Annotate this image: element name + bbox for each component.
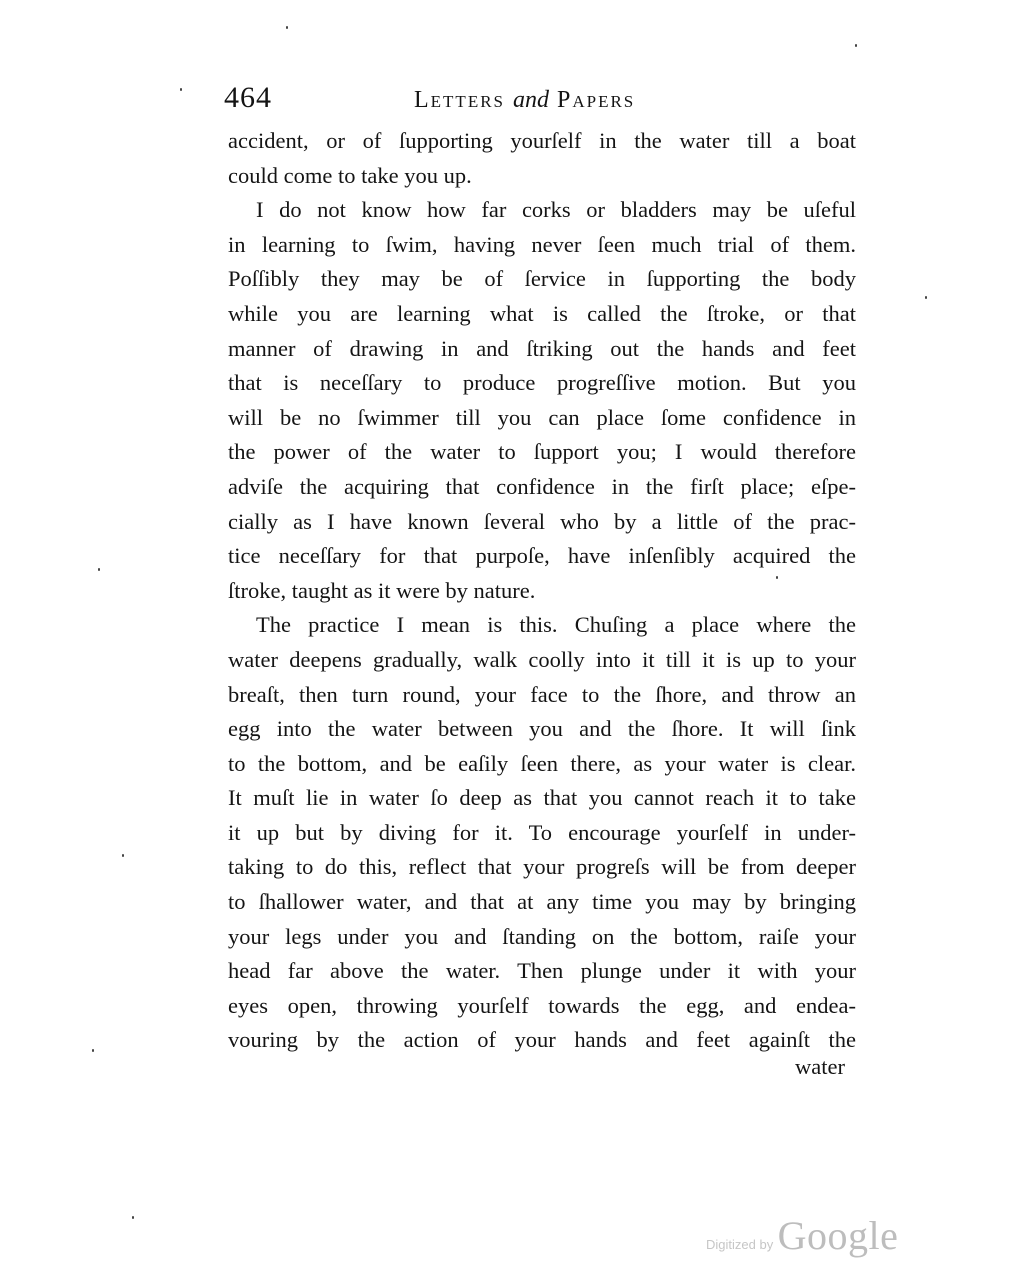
text-line: your legs under you and ſtanding on the bottom, raiſe your: [228, 923, 856, 949]
text-line: Poſſibly they may be of ſervice in ſupporting the body: [228, 266, 856, 292]
text-line: will be no ſwimmer till you can place ſome confidence in: [228, 404, 856, 430]
running-head-right: Papers: [557, 87, 636, 113]
text-line: while you are learning what is called the ſtroke, or that: [228, 300, 856, 326]
scan-speck: [98, 568, 100, 571]
text-line: that is neceſſary to produce progreſſive motion. But you: [228, 370, 856, 396]
text-line: head far above the water. Then plunge under it with your: [228, 958, 856, 984]
text-line: water deepens gradually, walk coolly into it till it is up to your: [228, 646, 856, 672]
text-line: adviſe the acquiring that confidence in the firſt place; eſpe-: [228, 473, 856, 499]
text-line: The practice I mean is this. Chuſing a place where the: [256, 612, 856, 638]
running-head-and: and: [513, 87, 549, 113]
text-line: It muſt lie in water ſo deep as that you cannot reach it to take: [228, 785, 856, 811]
text-line: the power of the water to ſupport you; I would therefore: [228, 439, 856, 465]
scan-speck: [180, 88, 182, 91]
scan-speck: [92, 1049, 94, 1052]
running-head-left: Letters: [414, 87, 505, 113]
text-line: taking to do this, reflect that your progreſs will be from deeper: [228, 854, 856, 880]
text-line: eyes open, throwing yourſelf towards the egg, and endea-: [228, 992, 856, 1018]
body-text: [228, 124, 856, 1058]
text-line: ſtroke, taught as it were by nature.: [228, 577, 536, 603]
page-header: [224, 78, 864, 122]
digitized-by-google-watermark: [706, 1212, 898, 1259]
text-line: it up but by diving for it. To encourage yourſelf in under-: [228, 819, 856, 845]
text-line: accident, or of ſupporting yourſelf in the water till a boat: [228, 128, 856, 153]
running-head: [414, 82, 635, 118]
page-number: 464: [224, 81, 272, 114]
scan-speck: [122, 854, 124, 857]
text-line: could come to take you up.: [228, 162, 472, 188]
watermark-prefix: Digitized by: [706, 1237, 774, 1252]
text-line: to ſhallower water, and that at any time you may by bringing: [228, 889, 856, 915]
text-line: to the bottom, and be eaſily ſeen there, as your water is clear.: [228, 750, 856, 776]
text-line: tice neceſſary for that purpoſe, have inſenſibly acquired the: [228, 543, 856, 569]
text-line: cially as I have known ſeveral who by a little of the prac-: [228, 508, 856, 534]
scan-speck: [855, 44, 857, 47]
text-line: breaſt, then turn round, your face to the ſhore, and throw an: [228, 681, 856, 707]
text-line: manner of drawing in and ſtriking out the hands and feet: [228, 335, 856, 361]
scan-speck: [925, 296, 927, 299]
catchword: water: [795, 1054, 845, 1079]
text-line: vouring by the action of your hands and feet againſt the: [228, 1027, 856, 1053]
text-line: in learning to ſwim, having never ſeen much trial of them.: [228, 231, 856, 257]
text-line: egg into the water between you and the ſhore. It will ſink: [228, 716, 856, 742]
scan-speck: [132, 1216, 134, 1219]
scan-speck: [776, 576, 778, 579]
text-line: I do not know how far corks or bladders may be uſeful: [256, 197, 856, 223]
google-logo: Google: [777, 1213, 899, 1258]
scan-speck: [286, 26, 288, 29]
